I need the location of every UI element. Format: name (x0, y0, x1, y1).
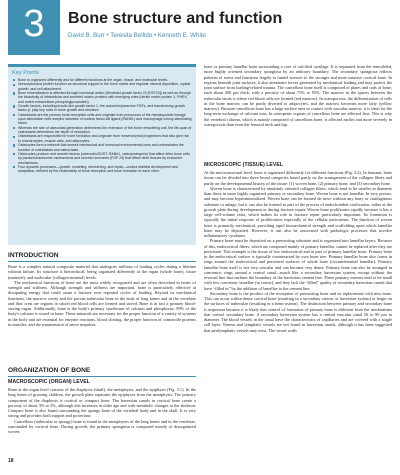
organization-paragraph: Cancellous (trabecular or spongy) bone is found in the metaphyses of the long bones and in the vertebrae, surrounded by cortical bone. During growth, the primary spongiosa is composed mostly of disorganized woven (8, 418, 196, 434)
page-number: 18 (8, 458, 14, 464)
key-point-item: Growth factors, including insulin-like growth factor 1, the autocrine/paracrine FGFs, and transforming growth factor-β, play key roles in bone growth and structure. (13, 104, 192, 113)
chapter-authors: David B. Burr • Teresita Bellido • Kenneth E. White (68, 32, 206, 39)
microscopic-paragraph: Woven bone is characterized by randomly oriented collagen fibers, which tend to be smaller in diameter than those in more highly organized primary or secondary bone. Woven bone is not lamellar. In very porous, and may become hypermineralized. Woven bone can be formed de novo without any bony or cartilaginous substrate or anlage, but it can also be formed as part of the process of endochondral ossification, either at the growth plate during development or during fracture repair. Woven bone proliferates rapidly because it has a large cell-volume ratio, which makes its role in fracture repair particularly important. Its formation is typically the initial response of proliferation especially of the cellular periosteum. The function of woven bone is primarily mechanical, providing rapid biomechanical strength and scaffolding upon which lamellar bone may be deposited. However, it can also be associated with pathologic processes that involve inflammatory cytokines. (204, 185, 392, 238)
microscopic-paragraph: At the microstructural level, bone is organized differently for different functions (Fig. 3.2). In humans, bone tissue can be divided into three broad categories based partly on the arrangement of the collagen fibers and partly on the developmental history of the tissue: (1) woven bone, (2) primary bone, and (3) secondary bone. (204, 170, 392, 186)
introduction-heading: INTRODUCTION (8, 252, 59, 259)
organization-paragraph: Bone at the organ level consists of the diaphysis (shaft), the metaphysis, and the epiphysis (Fig. 3.1). In the long bones of growing children, the growth plate separates the epiphyses from the metaphysis. The primary component of the diaphysis is cortical or compact bone. The haversian canals in cortical bone create a porosity of about 3% to 5%, although this increases in older age and with metabolic changes to the skeleton. Compact bone is also found surrounding the spongy bone of the vertebral body and in the skull. It is very strong and provides both support and protection. (8, 387, 196, 419)
introduction-paragraph: The mechanical functions of bone are the most widely recognized and are often described in terms of strength and stiffness. Although strength and stiffness are important, bone is particularly effective at dissipating energy that could cause a fracture over repeated cycles of loading. Beyond its mechanical functions, the marrow cavity and the porous trabecular bone in the ends of long bones and in the vertebrae and iliac crest are regions in which red blood cells are formed and stored. Bone is in fact a primary blood-storing organ. Additionally, bone is the body's primary storehouse of calcium and phosphorus; 99% of the body's calcium is stored in bone. These minerals are necessary for the proper function of a variety of systems in the body and are essential for enzyme reactions, blood clotting, the proper function of contractile proteins in muscles, and the transmission of nerve impulses. (8, 279, 196, 327)
chapter-number: 3 (23, 3, 45, 45)
organization-body (8, 387, 196, 434)
microscopic-subheading: MICROSCOPIC (TISSUE) LEVEL (204, 162, 283, 168)
microscopic-paragraph: Secondary bone is the product of the resorption of preexisting bone and its replacement with new bone. This can occur within dense cortical bone (resulting in a secondary osteon, or haversian system) or begin on the surfaces of trabeculae (resulting in a hemi-osteon). The distinction between primary and secondary bone is important because it is likely that control of formation of primary bone is different from the mechanisms that control secondary bone. A secondary haversian system has a central vascular canal 50 to 90 μm in diameter. The blood vessels in the canal have the characteristics of capillaries and are covered with a single cell layer. Venous and lymphatic vessels are not found in haversian canals, although it has been suggested that perilymphatic vessels may exist. The vessel walls (204, 290, 392, 333)
key-points-title: Key Points (12, 70, 39, 76)
key-points-list (8, 78, 196, 174)
chapter-title: Bone structure and function (68, 10, 283, 27)
microscopic-body (204, 170, 392, 333)
key-point-item: Osteoblasts are responsible for bone formation and originate from mesenchymal progenitors that also give rise to chondrocytes, muscle cells, and adipocytes. (13, 134, 192, 143)
cancellous-paragraph: bone or primary lamellar bone surrounding a core of calcified cartilage. It is separated from the remodeled, more highly oriented secondary spongiosa by an arbitrary boundary. The secondary spongiosa reflects patterns of stress and functions largely to funnel stresses to the stronger and more massive cortical bone. In regions beneath joint surfaces, it also attenuates forces generated by mechanical loading and may protect the joint surface from loading-related trauma. The cancellous bone itself is composed of plates and rods of bone, each about 200 μm thick, with a porosity of about 75% to 95%. The marrow in the spaces between the trabecular struts is where red blood cells are formed (red marrow). In osteoporosis, the differentiation of cells in the bone marrow can be partly diverted to adipocytes, and the marrow becomes more fatty (yellow marrow). Because cancellous bone has a large surface area in contact with vascular marrow, it is ideal for the long-term exchange of calcium ions. In osteopenic regions of cancellous bone are affected first. This is why the vertebral column, which is mainly composed of cancellous bone, is affected earlier and more severely in osteoporosis than even the femoral neck and hip. (204, 64, 392, 127)
introduction-rule (8, 261, 196, 262)
macroscopic-subheading: MACROSCOPIC (ORGAN) LEVEL (8, 379, 90, 385)
key-points-box (8, 64, 196, 245)
introduction-body (8, 264, 196, 327)
key-point-item: Four dynamic processes—growth, modeling, remodeling, and repair—control skeletal development and adaptation, defined by the relationship of bone resorption and bone formation to each other. (13, 165, 192, 174)
chapter-number-block (8, 0, 60, 55)
organization-heading: ORGANIZATION OF BONE (8, 367, 91, 374)
key-point-item: Osteoblasts are the primary bone-resorptive cells and originate from precursors of the hematopoietic lineage upon stimulation with receptor activator of nuclear factor-κB ligand (RANKL) and macrophage colony-stimulating factor. (13, 113, 192, 126)
introduction-paragraph: Bone is a complex natural composite material that undergoes millions of loading cycles during a lifetime without failure. Its structure is hierarchical, being organized differently at the organ (whole bone), tissue (material), and molecular (collagen-mineral) levels. (8, 264, 196, 280)
key-point-item: Bone is organized differently and for different functions at the organ, tissue, and molecular levels. (13, 78, 192, 82)
key-point-item: Whereas the rate of osteoclast generation determines the extension of the bone remodeling unit, the life-span of osteoclasts determines the depth of resorption. (13, 126, 192, 135)
microscopic-paragraph: Primary bone must be deposited on a preexisting substrate and is organized into lamellar layers. Because of this, endocortical fibers, which are composed mainly of primary lamellar, cannot be replaced after they are periosteal. This example is the tissue of low endocortical and in part of primary lamellar bone. Primary bone in the endocortical surface is typically counteracted by own bone tree. Primary lamellar bone also forms in rings around the endocortical and periosteal surfaces of whole bone (circumferential lamellar). Primary lamellar bone itself is not very vascular and can become very dense. Primary bone can also be arranged in concentric rings around a central canal—much like a secondary haversian system, except without the reversal line that outlines the boundary of the haversian cement line. These primary osteons tend to be small with few concentric lamellae (in cortex), and they lack the “filled” quality of secondary haversian canals that have “filled in” by the addition of lamellae to the cement line. (204, 238, 392, 291)
organization-rule (8, 376, 196, 377)
right-column-body (204, 64, 392, 127)
key-point-item: Nonculptocoica protein function as structural support in the bone matrix and regulate mineral deposition, crystal growth, and cell attachment. (13, 82, 192, 91)
key-point-item: Osteocytes produce and secrete factors (sclerostin/SOST, RANKL, osteoprotegerin) that affect other bone cells by paracrine/autocrine mechanisms and secrete hormones (FGF 23) that affect other tissues by endocrine mechanisms. (13, 152, 192, 165)
key-point-item: Osteocytes form a network that senses mechanical and hormonal environmental cues and orchestrates the function of osteoblasts and osteoclasts. (13, 143, 192, 152)
key-point-item: Bone mineralization is affected through hormonal action (fibroblast growth factor 23 [FGF23]) as well as through the bioactivity of intracellular and secreted matrix proteins with emerging roles (dentin matrix protein 1, PHEX, and matrix extracellular phosphoglycoprotein). (13, 91, 192, 104)
